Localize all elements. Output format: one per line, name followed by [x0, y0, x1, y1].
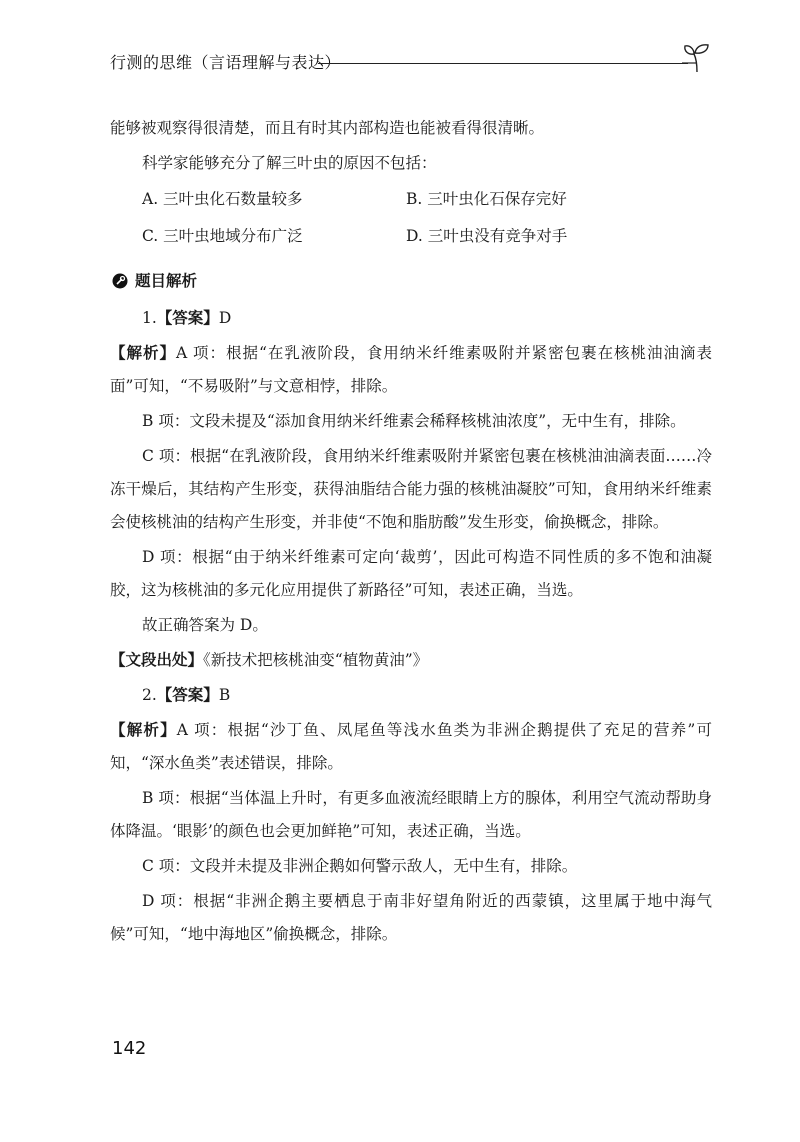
- passage-continuation: 能够被观察得很清楚，而且有时其内部构造也能被看得很清晰。: [110, 119, 545, 137]
- q2-answer-tag: 【答案】: [156, 686, 219, 704]
- q1-source-text: 《新技术把核桃油变“植物黄油”》: [203, 651, 429, 669]
- q1-analysis-a: [110, 337, 712, 403]
- analysis-section-heading: [110, 264, 712, 298]
- q1-a-text: A 项：根据“在乳液阶段，食用纳米纤维素吸附并紧密包裹在核桃油油滴表面”可知，“不易吸附”与文意相悖，排除。: [110, 344, 712, 395]
- sprout-icon: [682, 40, 712, 74]
- q2-a-text: A 项：根据“沙丁鱼、凤尾鱼等浅水鱼类为非洲企鹅提供了充足的营养”可知，“深水鱼类”表述错误，排除。: [110, 721, 712, 772]
- page-header: [110, 48, 710, 78]
- q2-analysis-b: B 项：根据“当体温上升时，有更多血液流经眼睛上方的腺体，利用空气流动帮助身体降温。‘眼影’的颜色也会更加鲜艳”可知，表述正确，当选。: [110, 789, 712, 840]
- answer-options: [142, 182, 712, 254]
- q2-number: 2.: [142, 686, 157, 704]
- header-title: 行测的思维（言语理解与表达）: [110, 53, 342, 72]
- option-a: A. 三叶虫化石数量较多: [142, 190, 303, 208]
- q1-analysis-d: D 项：根据“由于纳米纤维素可定向‘裁剪’，因此可构造不同性质的多不饱和油凝胶，这为核桃油的多元化应用提供了新路径”可知，表述正确，当选。: [110, 548, 712, 599]
- question-stem: 科学家能够充分了解三叶虫的原因不包括：: [142, 154, 437, 172]
- option-d: D. 三叶虫没有竞争对手: [406, 227, 568, 245]
- q2-analysis-a: [110, 714, 712, 780]
- section-title: 题目解析: [135, 272, 198, 290]
- option-b: B. 三叶虫化石保存完好: [406, 190, 567, 208]
- q2-analysis-tag: 【解析】: [110, 721, 177, 739]
- q2-analysis-d: D 项：根据“非洲企鹅主要栖息于南非好望角附近的西蒙镇，这里属于地中海气候”可知，“地中海地区”偷换概念，排除。: [110, 892, 712, 943]
- q1-source: [110, 644, 712, 677]
- q2-answer-line: [110, 679, 712, 712]
- q2-answer: B: [218, 686, 231, 704]
- header-rule: [318, 63, 688, 64]
- q1-analysis-b: B 项：文段未提及“添加食用纳米纤维素会稀释核桃油浓度”，无中生有，排除。: [142, 412, 686, 430]
- q1-conclusion: 故正确答案为 D。: [142, 616, 268, 634]
- q1-analysis-c: C 项：根据“在乳液阶段，食用纳米纤维素吸附并紧密包裹在核桃油油滴表面……冷冻干燥后，其结构产生形变，获得油脂结合能力强的核桃油凝胶”可知，食用纳米纤维素会使核桃油的结构产生形变，并非使“不饱和脂肪酸”发生形变，偷换概念，排除。: [110, 447, 712, 531]
- q1-answer-tag: 【答案】: [156, 309, 219, 327]
- q1-answer: D: [218, 309, 232, 327]
- q1-source-tag: 【文段出处】: [110, 651, 204, 669]
- q1-answer-line: [110, 302, 712, 335]
- option-c: C. 三叶虫地域分布广泛: [142, 227, 303, 245]
- q1-number: 1.: [142, 309, 157, 327]
- page-content: [110, 112, 712, 953]
- pin-circle-icon: [112, 273, 128, 289]
- q1-analysis-tag: 【解析】: [110, 344, 176, 362]
- q2-analysis-c: C 项：文段并未提及非洲企鹅如何警示敌人，无中生有，排除。: [142, 857, 578, 875]
- page-number: 142: [112, 1038, 147, 1059]
